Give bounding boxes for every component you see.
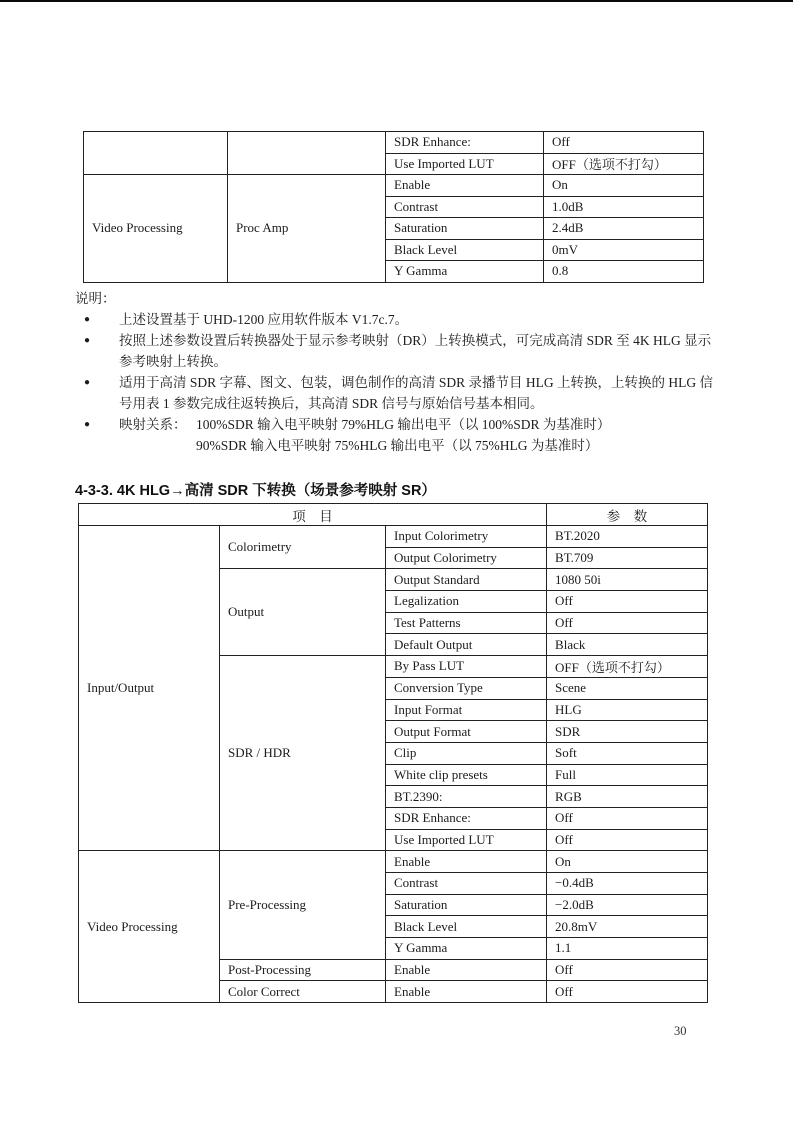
value-cell: Off bbox=[547, 981, 708, 1003]
value-cell: Off bbox=[547, 807, 708, 829]
setting-cell: Saturation bbox=[386, 894, 547, 916]
value-cell: Soft bbox=[547, 742, 708, 764]
page-top-rule bbox=[0, 0, 793, 2]
setting-cell: Contrast bbox=[386, 196, 544, 218]
setting-cell: Conversion Type bbox=[386, 677, 547, 699]
group-cell: Input/Output bbox=[79, 526, 220, 851]
value-cell: BT.709 bbox=[547, 547, 708, 569]
subgroup-cell-empty bbox=[228, 132, 386, 175]
subgroup-cell: Proc Amp bbox=[228, 175, 386, 283]
note-text: 按照上述参数设置后转换器处于显示参考映射（DR）上转换模式，可完成高清 SDR 至 4K HLG 显示参考映射上转换。 bbox=[119, 333, 712, 369]
value-cell: 20.8mV bbox=[547, 916, 708, 938]
conversion-table bbox=[78, 503, 708, 1003]
note-item bbox=[75, 372, 723, 414]
setting-cell: Y Gamma bbox=[386, 261, 544, 283]
value-cell: On bbox=[547, 851, 708, 873]
value-cell: HLG bbox=[547, 699, 708, 721]
value-cell: 1.0dB bbox=[544, 196, 704, 218]
section-heading: 4-3-3. 4K HLG→高清 SDR 下转换（场景参考映射 SR） bbox=[75, 483, 436, 499]
mapping-label: 映射关系： bbox=[119, 417, 187, 432]
setting-cell: Use Imported LUT bbox=[386, 829, 547, 851]
value-cell: −2.0dB bbox=[547, 894, 708, 916]
setting-cell: Legalization bbox=[386, 591, 547, 613]
value-cell: Off bbox=[547, 829, 708, 851]
value-cell: Black bbox=[547, 634, 708, 656]
mapping-line: 90%SDR 输入电平映射 75%HLG 输出电平（以 75%HLG 为基准时） bbox=[196, 438, 599, 453]
group-cell: Video Processing bbox=[84, 175, 228, 283]
value-cell: Off bbox=[547, 612, 708, 634]
bullet-icon: ● bbox=[84, 314, 91, 325]
value-cell: OFF（选项不打勾） bbox=[544, 153, 704, 175]
note-item-mapping bbox=[75, 414, 723, 456]
setting-cell: Input Format bbox=[386, 699, 547, 721]
setting-cell: Test Patterns bbox=[386, 612, 547, 634]
mapping-lines bbox=[196, 414, 610, 456]
table-row bbox=[79, 526, 708, 548]
subgroup-cell: SDR / HDR bbox=[220, 656, 386, 851]
setting-cell: Clip bbox=[386, 742, 547, 764]
setting-cell: Input Colorimetry bbox=[386, 526, 547, 548]
table-header-row bbox=[79, 504, 708, 526]
table-row bbox=[84, 175, 704, 197]
value-cell: On bbox=[544, 175, 704, 197]
setting-cell: Black Level bbox=[386, 916, 547, 938]
value-cell: 1.1 bbox=[547, 938, 708, 960]
note-item bbox=[75, 330, 723, 372]
value-cell: −0.4dB bbox=[547, 873, 708, 895]
setting-cell: Enable bbox=[386, 851, 547, 873]
bullet-icon: ● bbox=[84, 335, 91, 346]
value-cell: Off bbox=[547, 591, 708, 613]
bullet-icon: ● bbox=[84, 419, 91, 430]
group-cell: Video Processing bbox=[79, 851, 220, 1003]
notes-label: 说明： bbox=[75, 291, 116, 306]
setting-cell: SDR Enhance: bbox=[386, 132, 544, 154]
setting-cell: BT.2390: bbox=[386, 786, 547, 808]
bullet-icon: ● bbox=[84, 377, 91, 388]
page-number: 30 bbox=[674, 1024, 687, 1038]
setting-cell: Y Gamma bbox=[386, 938, 547, 960]
value-cell: SDR bbox=[547, 721, 708, 743]
mapping-line: 100%SDR 输入电平映射 79%HLG 输出电平（以 100%SDR 为基准时） bbox=[196, 417, 611, 432]
table-row bbox=[79, 851, 708, 873]
value-cell: Off bbox=[547, 959, 708, 981]
setting-cell: By Pass LUT bbox=[386, 656, 547, 678]
value-cell: 1080 50i bbox=[547, 569, 708, 591]
value-cell: Off bbox=[544, 132, 704, 154]
group-cell-empty bbox=[84, 132, 228, 175]
subgroup-cell: Pre-Processing bbox=[220, 851, 386, 959]
value-cell: BT.2020 bbox=[547, 526, 708, 548]
subgroup-cell: Output bbox=[220, 569, 386, 656]
setting-cell: Black Level bbox=[386, 239, 544, 261]
setting-cell: Saturation bbox=[386, 218, 544, 240]
setting-cell: Output Colorimetry bbox=[386, 547, 547, 569]
value-cell: OFF（选项不打勾） bbox=[547, 656, 708, 678]
setting-cell: Enable bbox=[386, 175, 544, 197]
value-cell: Full bbox=[547, 764, 708, 786]
value-cell: 0mV bbox=[544, 239, 704, 261]
subgroup-cell: Colorimetry bbox=[220, 526, 386, 569]
setting-cell: Use Imported LUT bbox=[386, 153, 544, 175]
value-cell: RGB bbox=[547, 786, 708, 808]
setting-cell: Output Format bbox=[386, 721, 547, 743]
setting-cell: Enable bbox=[386, 981, 547, 1003]
note-item bbox=[75, 309, 723, 330]
setting-cell: Enable bbox=[386, 959, 547, 981]
note-text: 上述设置基于 UHD-1200 应用软件版本 V1.7c.7。 bbox=[119, 312, 409, 327]
subgroup-cell: Color Correct bbox=[220, 981, 386, 1003]
setting-cell: White clip presets bbox=[386, 764, 547, 786]
value-cell: 0.8 bbox=[544, 261, 704, 283]
subgroup-cell: Post-Processing bbox=[220, 959, 386, 981]
header-item-cell: 项 目 bbox=[79, 504, 547, 526]
header-param-cell: 参 数 bbox=[547, 504, 708, 526]
setting-cell: Default Output bbox=[386, 634, 547, 656]
note-text: 适用于高清 SDR 字幕、图文、包装，调色制作的高清 SDR 录播节目 HLG 上转换，上转换的 HLG 信号用表 1 参数完成往返转换后，其高清 SDR 信号与原始信号基本相同。 bbox=[119, 375, 714, 411]
setting-cell: Output Standard bbox=[386, 569, 547, 591]
setting-cell: Contrast bbox=[386, 873, 547, 895]
setting-cell: SDR Enhance: bbox=[386, 807, 547, 829]
table-row bbox=[84, 132, 704, 154]
settings-table-continued bbox=[83, 131, 704, 283]
value-cell: Scene bbox=[547, 677, 708, 699]
notes-section bbox=[75, 288, 723, 456]
value-cell: 2.4dB bbox=[544, 218, 704, 240]
